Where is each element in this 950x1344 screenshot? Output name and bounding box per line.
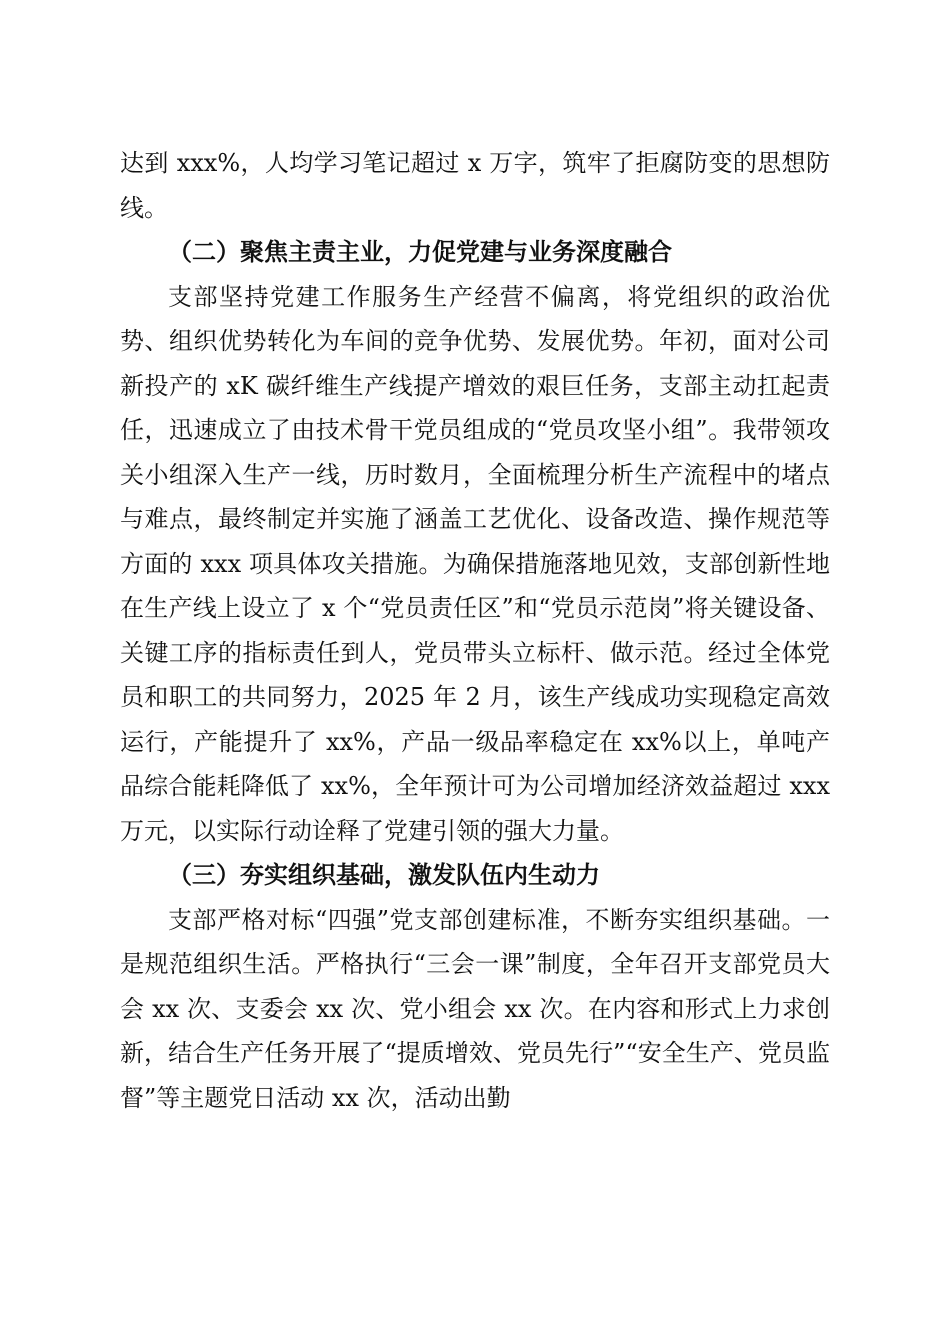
section-heading-3: （三）夯实组织基础，激发队伍内生动力 <box>168 860 600 889</box>
paragraph-business-integration: 支部坚持党建工作服务生产经营不偏离，将党组织的政治优势、组织优势转化为车间的竞争优势、发展优势。年初，面对公司新投产的 xK 碳纤维生产线提产增效的艰巨任务，支部主动扛起责任，迅速成立了由技术骨干党员组成的“党员攻坚小组”。我带领攻关小组深入生产一线，历时数月，全面梳理分析生产流程中的堵点与难点，最终制定并实施了涵盖工艺优化、设备改造、操作规范等方面的 xxx 项具体攻关措施。为确保措施落地见效，支部创新性地在生产线上设立了 x 个“党员责任区”和“党员示范岗”将关键设备、关键工序的指标责任到人，党员带头立标杆、做示范。经过全体党员和职工的共同努力，2025 年 2 月，该生产线成功实现稳定高效运行，产能提升了 xx%，产品一级品率稳定在 xx%以上，单吨产品综合能耗降低了 xx%，全年预计可为公司增加经济效益超过 xxx 万元，以实际行动诠释了党建引领的强大力量。 <box>120 282 830 845</box>
paragraph-continued: 达到 xxx%，人均学习笔记超过 x 万字，筑牢了拒腐防变的思想防线。 <box>120 149 830 222</box>
paragraph-organization-foundation: 支部严格对标“四强”党支部创建标准，不断夯实组织基础。一是规范组织生活。严格执行“三会一课”制度，全年召开支部党员大会 xx 次、支委会 xx 次、党小组会 xx 次。在内容和形式上力求创新，结合生产任务开展了“提质增效、党员先行”“安全生产、党员监督”等主题党日活动 xx 次，活动出勤 <box>120 905 830 1112</box>
document-body <box>120 141 830 1120</box>
section-heading-2: （二）聚焦主责主业，力促党建与业务深度融合 <box>168 237 672 266</box>
